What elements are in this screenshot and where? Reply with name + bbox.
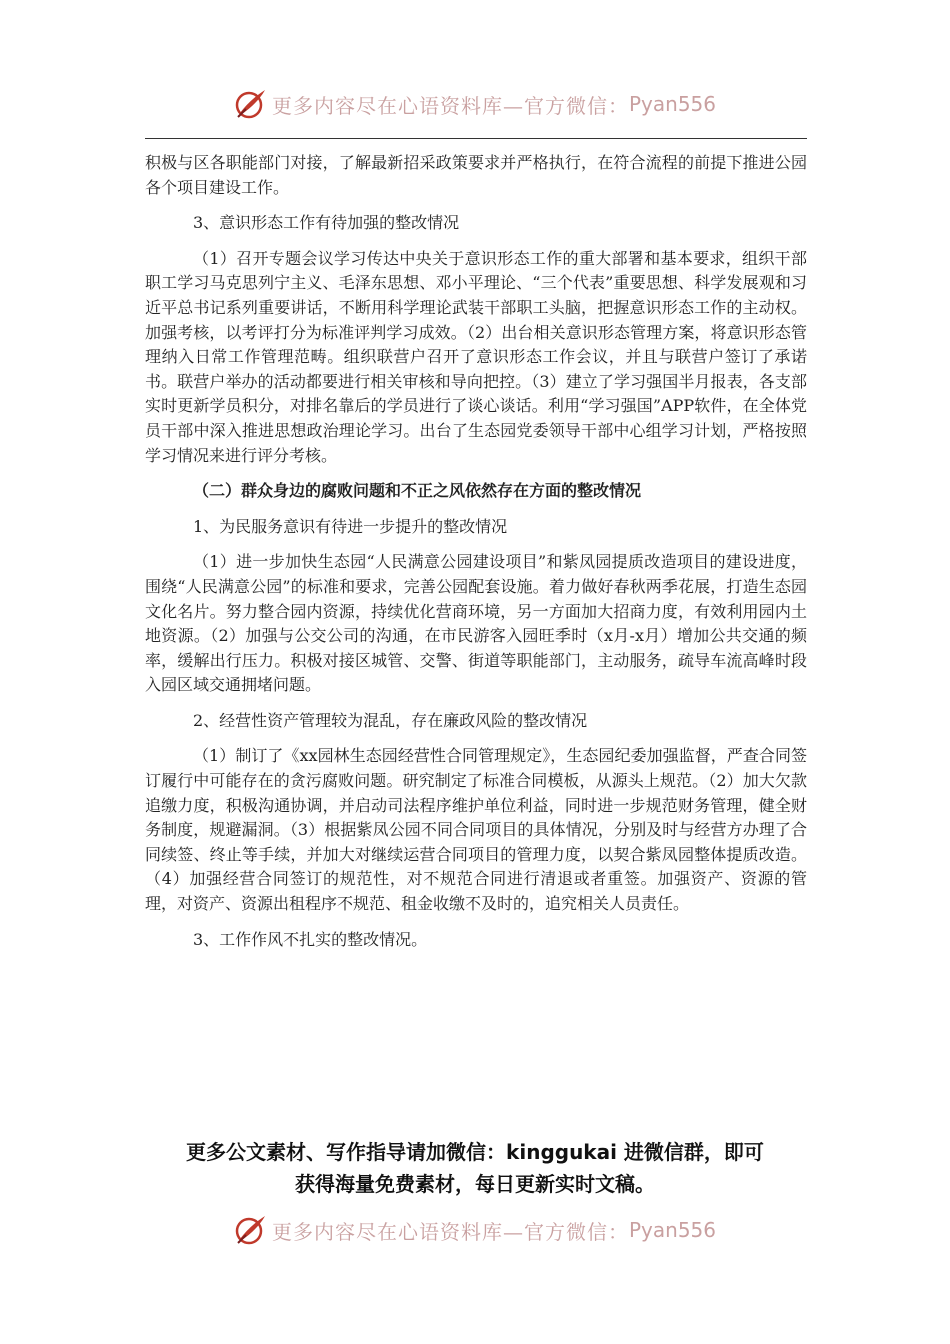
paragraph-continuation: 积极与区各职能部门对接，了解最新招采政策要求并严格执行，在符合流程的前提下推进公园各个项目建设工作。 [145,153,807,197]
header-brand [0,84,950,124]
header-brand-text: 更多内容尽在心语资料库—官方微信： [271,93,629,118]
section-heading-corruption: （二）群众身边的腐败问题和不正之风依然存在方面的整改情况 [193,481,642,501]
paragraph-assets-measures: （1）制订了《xx园林生态园经营性合同管理规定》，生态园纪委加强监督，严查合同签订履行中可能存在的贪污腐败问题。研究制定了标准合同模板，从源头上规范。（2）加大欠款追缴力度，积极沟通协调，并启动司法程序维护单位利益，同时进一步规范财务管理，健全财务制度，规避漏洞。（3）根据紫凤公园不同合同项目的具体情况，分别及时与经营方办理了合同续签、终止等手续，并加大对继续运营合同项目的管理力度，以契合紫凤园整体提质改造。（4）加强经营合同签订的规范性，对不规范合同进行清退或者重签。加强资产、资源的管理，对资产、资源出租程序不规范、租金收缴不及时的，追究相关人员责任。 [145,746,807,914]
promo-line-2: 获得海量免费素材，每日更新实时文稿。 [295,1172,655,1196]
paragraph-service-measures: （1）进一步加快生态园“人民满意公园建设项目”和紫凤园提质改造项目的建设进度，围绕“人民满意公园”的标准和要求，完善公园配套设施。着力做好春秋两季花展，打造生态园文化名片。努力整合园内资源，持续优化营商环境，另一方面加大招商力度，有效利用园内土地资源。（2）加强与公交公司的沟通，在市民游客入园旺季时（x月-x月）增加公共交通的频率，缓解出行压力。积极对接区城管、交警、街道等职能部门，主动服务，疏导车流高峰时段入园区域交通拥堵问题。 [145,552,807,695]
subheading-assets: 2、经营性资产管理较为混乱，存在廉政风险的整改情况 [193,710,588,730]
subheading-work-style: 3、工作作风不扎实的整改情况。 [193,929,428,949]
document-body [145,151,807,963]
quill-logo-icon [234,1213,268,1247]
promo-line-1: 更多公文素材、写作指导请加微信：kinggukai 进微信群，即可 [186,1140,764,1164]
quill-logo-icon [234,87,268,121]
paragraph-ideology-measures: （1）召开专题会议学习传达中央关于意识形态工作的重大部署和基本要求，组织干部职工学习马克思列宁主义、毛泽东思想、邓小平理论、“三个代表”重要思想、科学发展观和习近平总书记系列重要讲话，不断用科学理论武装干部职工头脑，把握意识形态工作的主动权。加强考核，以考评打分为标准评判学习成效。（2）出台相关意识形态管理方案，将意识形态管理纳入日常工作管理范畴。组织联营户召开了意识形态工作会议，并且与联营户签订了承诺书。联营户举办的活动都要进行相关审核和导向把控。（3）建立了学习强国半月报表，各支部实时更新学员积分，对排名靠后的学员进行了谈心谈话。利用“学习强国”APP软件，在全体党员干部中深入推进思想政治理论学习。出台了生态园党委领导干部中心组学习计划，严格按照学习情况来进行评分考核。 [145,248,807,465]
header-brand-wechat: Pyan556 [628,92,716,116]
footer-brand [0,1210,950,1250]
footer-brand-text: 更多内容尽在心语资料库—官方微信： [271,1219,629,1244]
subheading-ideology: 3、意识形态工作有待加强的整改情况 [193,213,460,233]
footer-brand-wechat: Pyan556 [628,1218,716,1242]
promo-note [130,1136,820,1200]
header-divider [145,138,807,139]
subheading-service: 1、为民服务意识有待进一步提升的整改情况 [193,516,508,536]
